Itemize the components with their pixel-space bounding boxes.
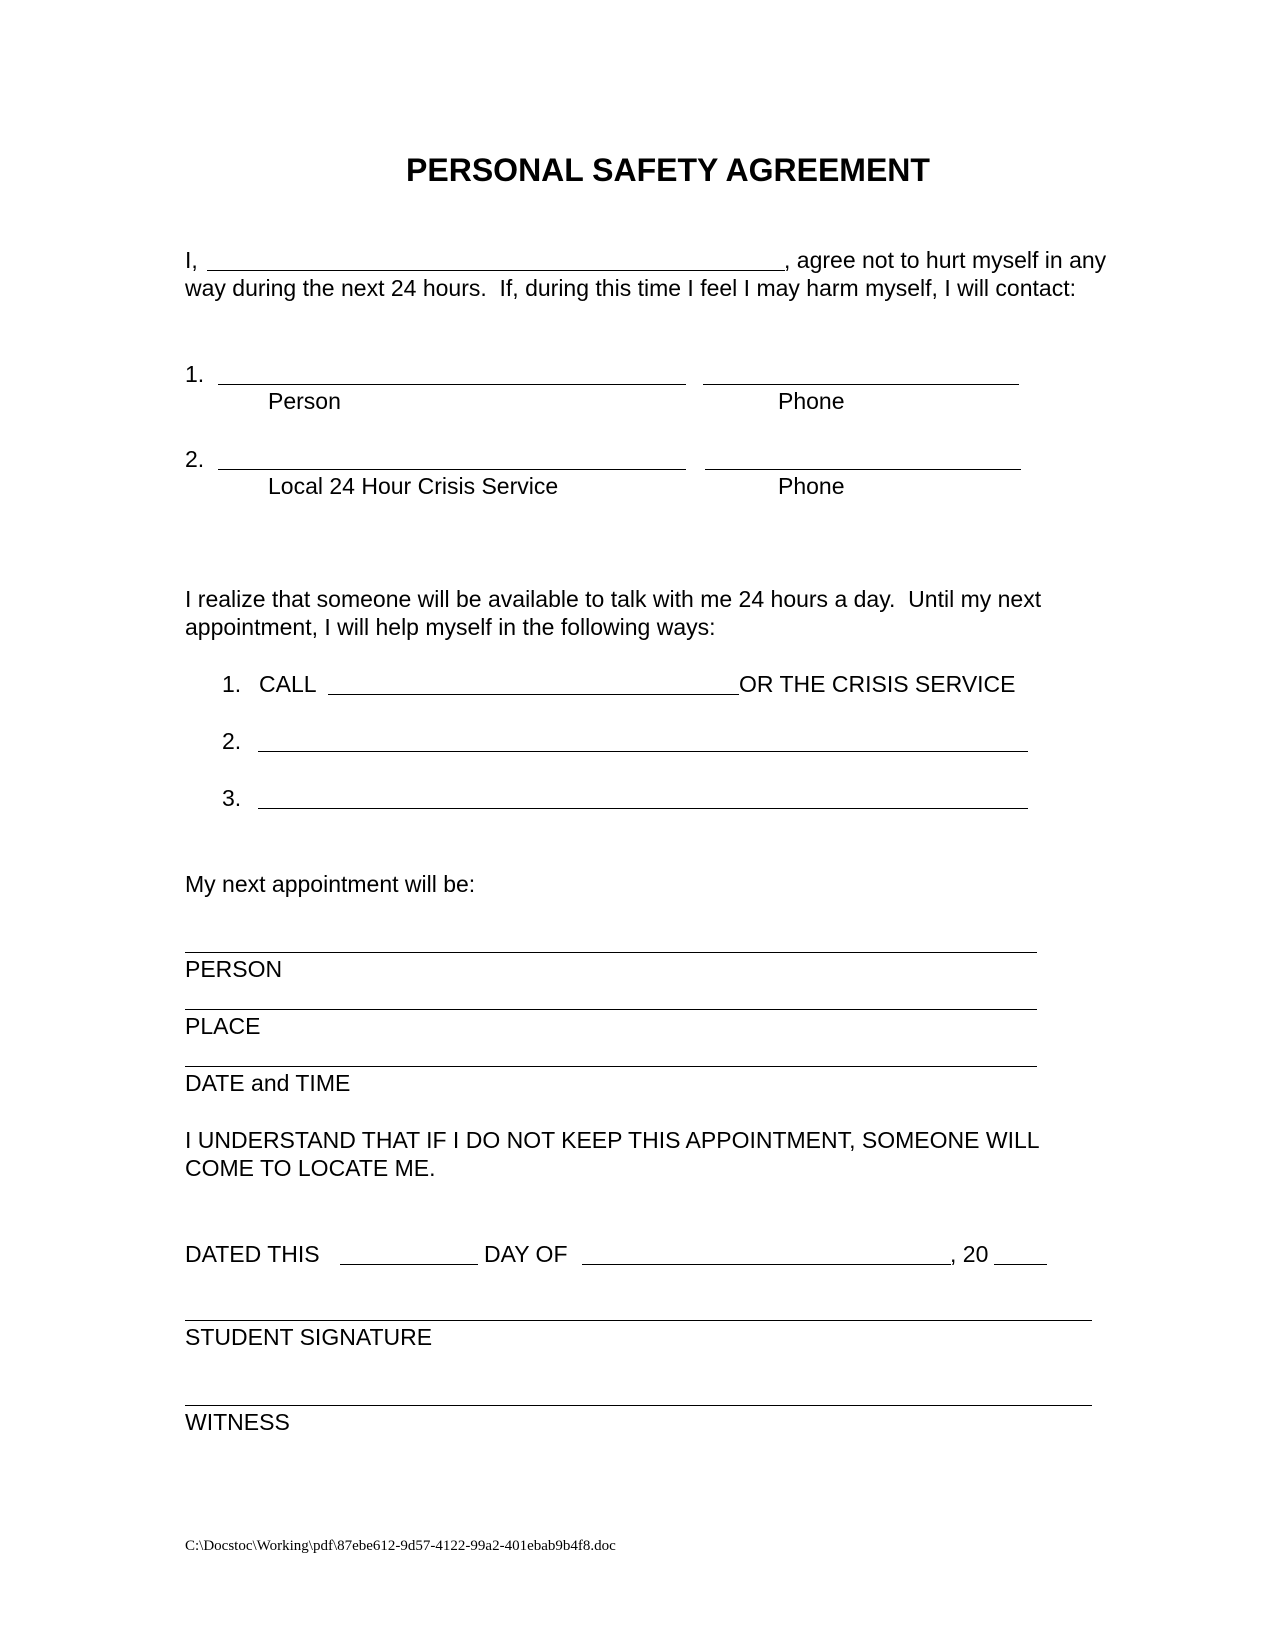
contact-2-number: 2. bbox=[185, 446, 205, 472]
dated-year-blank[interactable] bbox=[994, 1264, 1047, 1265]
appointment-datetime-label: DATE and TIME bbox=[185, 1070, 351, 1096]
dated-day-blank[interactable] bbox=[340, 1264, 478, 1265]
appointment-datetime-blank[interactable] bbox=[185, 1066, 1037, 1067]
dated-month-blank[interactable] bbox=[582, 1264, 951, 1265]
understand-line-1: I UNDERSTAND THAT IF I DO NOT KEEP THIS APPOINTMENT, SOMEONE WILL bbox=[185, 1127, 1040, 1153]
contact-2-crisis-label: Local 24 Hour Crisis Service bbox=[268, 473, 559, 499]
contact-1-person-label: Person bbox=[268, 388, 341, 414]
contact-1-number: 1. bbox=[185, 361, 205, 387]
way-2-blank[interactable] bbox=[258, 751, 1028, 752]
way-1-call: CALL bbox=[259, 671, 317, 697]
witness-signature-blank[interactable] bbox=[185, 1405, 1092, 1406]
way-3-number: 3. bbox=[222, 785, 242, 811]
appointment-person-label: PERSON bbox=[185, 956, 283, 982]
contact-2-phone-blank[interactable] bbox=[705, 469, 1021, 470]
intro-suffix: , agree not to hurt myself in any bbox=[784, 247, 1107, 273]
way-3-blank[interactable] bbox=[258, 808, 1028, 809]
student-signature-label: STUDENT SIGNATURE bbox=[185, 1324, 433, 1350]
way-1-number: 1. bbox=[222, 671, 242, 697]
witness-label: WITNESS bbox=[185, 1409, 290, 1435]
year-prefix-label: , 20 bbox=[950, 1241, 989, 1267]
realize-line-1: I realize that someone will be available to talk with me 24 hours a day. Until my next bbox=[185, 586, 1042, 612]
day-of-label: DAY OF bbox=[484, 1241, 568, 1267]
appointment-place-blank[interactable] bbox=[185, 1009, 1037, 1010]
way-2-number: 2. bbox=[222, 728, 242, 754]
contact-2-phone-label: Phone bbox=[778, 473, 845, 499]
appointment-heading: My next appointment will be: bbox=[185, 871, 476, 897]
appointment-person-blank[interactable] bbox=[185, 952, 1037, 953]
understand-line-2: COME TO LOCATE ME. bbox=[185, 1155, 436, 1181]
contact-1-person-blank[interactable] bbox=[218, 384, 686, 385]
intro-line-2: way during the next 24 hours. If, during this time I feel I may harm myself, I will contact: bbox=[185, 275, 1076, 301]
realize-line-2: appointment, I will help myself in the following ways: bbox=[185, 614, 716, 640]
contact-1-phone-blank[interactable] bbox=[703, 384, 1019, 385]
footer-file-path: C:\Docstoc\Working\pdf\87ebe612-9d57-4122-99a2-401ebab9b4f8.doc bbox=[185, 1538, 616, 1554]
student-signature-blank[interactable] bbox=[185, 1320, 1092, 1321]
name-blank[interactable] bbox=[207, 270, 785, 271]
page-title: PERSONAL SAFETY AGREEMENT bbox=[406, 152, 930, 188]
dated-this-label: DATED THIS bbox=[185, 1241, 320, 1267]
contact-1-phone-label: Phone bbox=[778, 388, 845, 414]
way-1-call-blank[interactable] bbox=[328, 694, 739, 695]
appointment-place-label: PLACE bbox=[185, 1013, 261, 1039]
intro-prefix: I, bbox=[185, 247, 198, 273]
contact-2-person-blank[interactable] bbox=[218, 469, 686, 470]
way-1-crisis-service: OR THE CRISIS SERVICE bbox=[739, 671, 1016, 697]
